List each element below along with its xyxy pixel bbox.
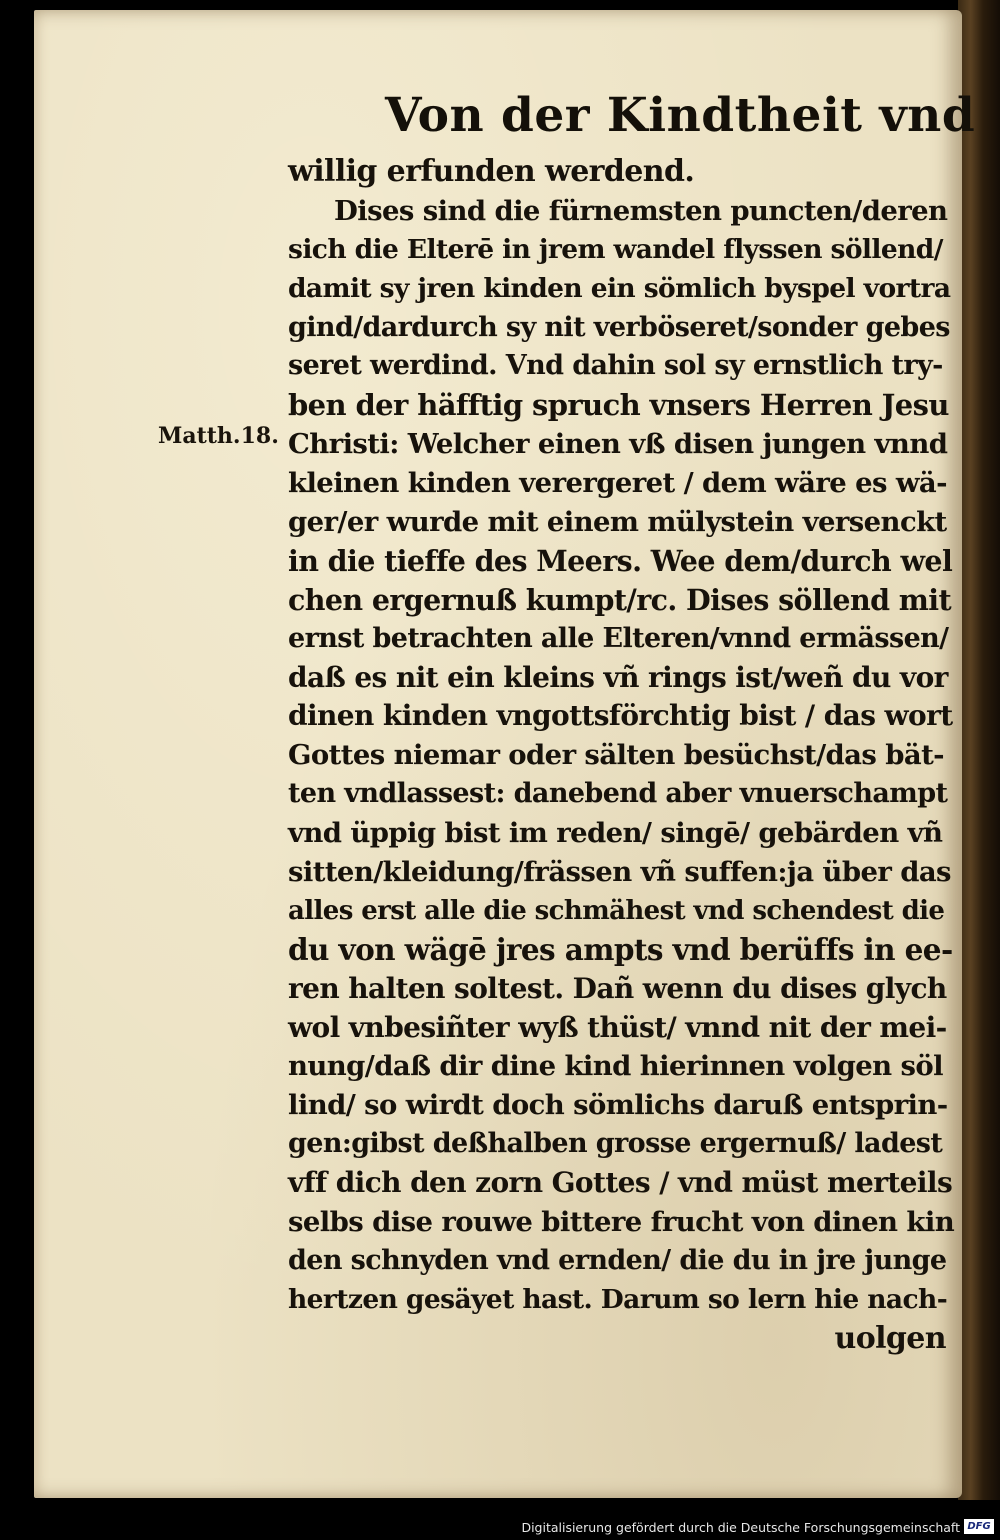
text-line: dinen kinden vngottsförchtig bist / das wort [288, 699, 953, 733]
dfg-logo: DFG [964, 1519, 994, 1534]
text-line: kleinen kinden verergeret / dem wäre es wä- [288, 467, 947, 500]
text-line: sitten/kleidung/frässen vñ suffen:ja über das [288, 856, 951, 889]
text-line: wol vnbesiñter wyß thüst/ vnnd nit der mei- [288, 1010, 947, 1044]
funding-credit: Digitalisierung gefördert durch die Deutsche Forschungsgemeinschaft [521, 1520, 960, 1535]
text-line: damit sy jren kinden ein sömlich byspel vortra [288, 272, 951, 304]
text-line: chen ergernuß kumpt/rc. Dises söllend mit [288, 582, 952, 617]
text-line: vff dich den zorn Gottes / vnd müst merteils [288, 1166, 953, 1200]
text-line: gind/dardurch sy nit verböseret/sonder gebes [288, 311, 950, 343]
text-line: in die tieffe des Meers. Wee dem/durch wel [288, 543, 953, 578]
text-line: den schnyden vnd ernden/ die du in jre junge [288, 1244, 947, 1276]
catchword: uolgen [834, 1320, 946, 1356]
text-line: Christi: Welcher einen vß disen jungen vnnd [288, 428, 948, 461]
text-line: du von wägē jres ampts vnd berüffs in ee- [288, 931, 953, 967]
text-line: Gottes niemar oder sälten besüchst/das bät- [288, 739, 944, 772]
text-line: ten vndlassest: danebend aber vnuerschampt [288, 778, 948, 810]
text-line: seret werdind. Vnd dahin sol sy ernstlich try- [288, 350, 943, 382]
text-line: nung/daß dir dine kind hierinnen volgen söl [288, 1050, 943, 1083]
text-line: daß es nit ein kleins vñ rings ist/weñ du vor [288, 660, 948, 694]
text-line: ben der häfftig spruch vnsers Herren Jesu [288, 388, 949, 423]
text-line: selbs dise rouwe bittere frucht von dinen kin [288, 1206, 955, 1239]
text-line: Dises sind die fürnemsten puncten/deren [334, 194, 948, 227]
text-line: sich die Elterē in jrem wandel flyssen söllend/ [288, 233, 943, 265]
running-head: Von der Kindtheit vnd [385, 88, 976, 143]
text-line: gen:gibst deßhalben grosse ergernuß/ ladest [288, 1128, 943, 1160]
marginal-note: Matth.18. [158, 423, 279, 449]
text-line: ernst betrachten alle Elteren/vnnd ermässen/ [288, 622, 949, 654]
text-line: lind/ so wirdt doch sömlichs daruß entsprin- [288, 1089, 948, 1122]
text-line: hertzen gesäyet hast. Darum so lern hie nach- [288, 1283, 948, 1315]
text-line: ger/er wurde mit einem mülystein versenckt [288, 506, 947, 539]
text-line: ren halten soltest. Dañ wenn du dises glych [288, 971, 947, 1005]
text-line: vnd üppig bist im reden/ singē/ gebärden vñ [288, 817, 943, 850]
text-line: willig erfunden werdend. [288, 154, 695, 189]
text-line: alles erst alle die schmähest vnd schendest die [288, 895, 945, 926]
body-text [288, 153, 954, 1359]
book-edge [958, 0, 1000, 1500]
